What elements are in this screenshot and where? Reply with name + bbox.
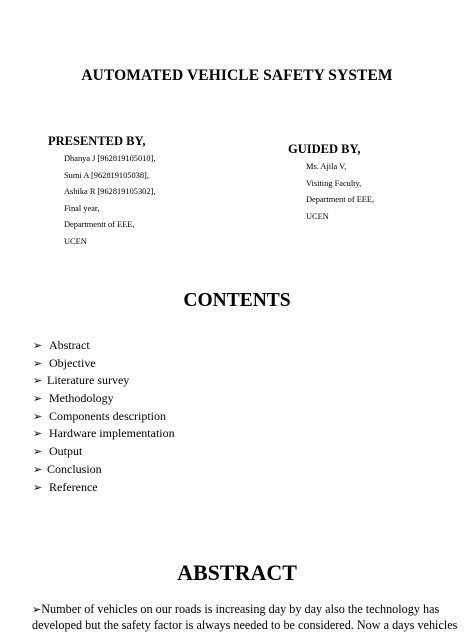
abstract-line <box>32 602 438 618</box>
arrow-bullet-icon: ➢ <box>33 428 43 441</box>
arrow-bullet-icon: ➢ <box>33 410 43 423</box>
presenter-line: Ashika R [962819105302], <box>64 187 156 197</box>
contents-item <box>33 390 175 408</box>
contents-item-label: Reference <box>49 479 98 494</box>
contents-list <box>33 337 175 496</box>
contents-item-label: Objective <box>49 355 96 370</box>
contents-heading: CONTENTS <box>183 290 291 311</box>
contents-item-label: Hardware implementation <box>49 426 175 441</box>
guided-by-list <box>306 159 374 225</box>
arrow-bullet-icon: ➢ <box>33 357 43 370</box>
guided-by-label: GUIDED BY, <box>288 142 361 156</box>
contents-item-label: Conclusion <box>47 461 102 476</box>
guide-line: Ms. Ajila V, <box>306 162 347 171</box>
contents-item-label: Components description <box>49 408 166 423</box>
arrow-bullet-icon: ➢ <box>33 481 43 494</box>
contents-item <box>33 372 175 390</box>
presenter-line: Dhanya J [962819105010], <box>64 154 156 163</box>
arrow-bullet-icon: ➢ <box>33 375 43 388</box>
arrow-bullet-icon: ➢ <box>33 463 43 476</box>
contents-item <box>33 408 175 426</box>
arrow-bullet-icon: ➢ <box>33 446 43 459</box>
contents-item-label: Abstract <box>49 338 90 352</box>
contents-item <box>33 355 175 373</box>
arrow-bullet-icon: ➢ <box>33 340 43 352</box>
guide-line: Department of EEE, <box>306 195 375 205</box>
guide-line: Visiting Faculty, <box>306 178 362 188</box>
presenter-line: Departmentt of EEE, <box>64 220 135 230</box>
presented-by-list <box>64 151 155 251</box>
contents-item <box>33 461 175 479</box>
presented-by-label: PRESENTED BY, <box>48 134 146 148</box>
abstract-paragraph <box>32 602 458 632</box>
contents-item <box>33 425 175 443</box>
presenter-line: Sumi A [962819105038], <box>64 170 149 180</box>
contents-item <box>33 479 175 497</box>
contents-item <box>33 443 175 461</box>
guide-line: UCEN <box>306 211 329 221</box>
arrow-bullet-icon: ➢ <box>33 393 43 406</box>
contents-item-label: Methodology <box>49 391 114 406</box>
presenter-line: UCEN <box>64 236 87 246</box>
contents-item-label: Output <box>49 444 83 459</box>
abstract-text: Number of vehicles on our roads is increasing day by day also the technology has <box>41 602 440 616</box>
contents-item <box>33 337 175 355</box>
arrow-bullet-icon: ➢ <box>32 604 42 616</box>
abstract-heading: ABSTRACT <box>177 560 297 585</box>
contents-item-label: Literature survey <box>47 373 130 388</box>
presenter-line: Final year, <box>64 203 100 213</box>
document-title: AUTOMATED VEHICLE SAFETY SYSTEM <box>81 67 393 84</box>
abstract-line: developed but the safety factor is always needed to be considered. Now a days vehicles <box>32 617 458 632</box>
